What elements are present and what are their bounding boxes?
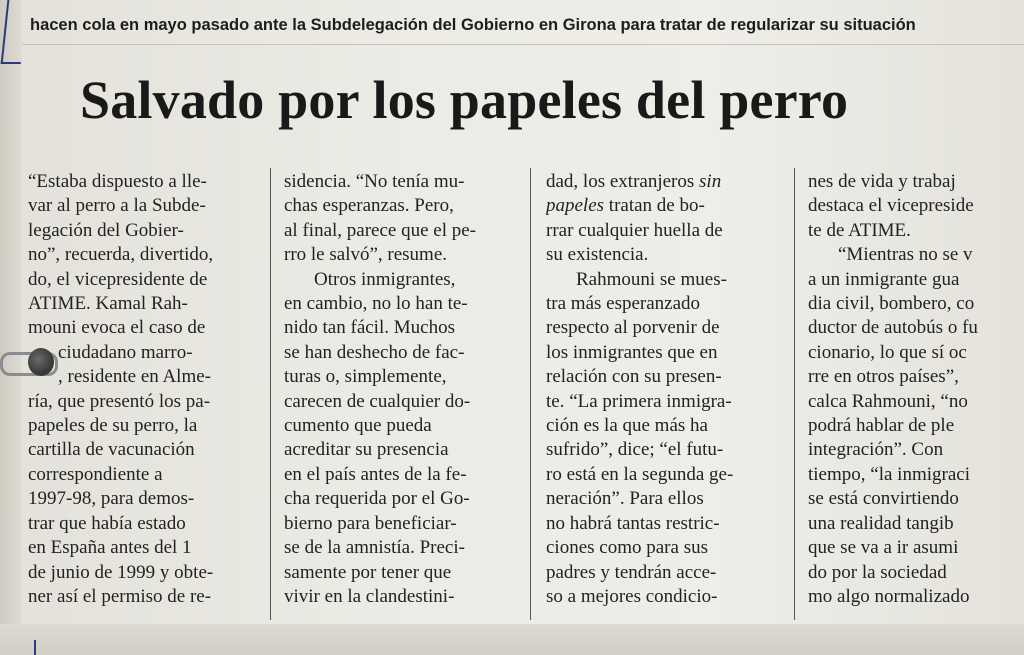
text-line: nido tan fácil. Muchos <box>284 317 455 339</box>
text-line: dad, los extranjeros sin <box>546 171 722 192</box>
text-line: ciones como para sus <box>546 537 708 559</box>
pen-mark-bottom <box>34 640 42 655</box>
column-rule <box>794 168 795 620</box>
text-line: var al perro a la Subde- <box>28 195 206 217</box>
italic-term: papeles <box>546 195 605 217</box>
article-column-4 <box>808 170 1024 620</box>
text-line: legación del Gobier- <box>28 219 184 241</box>
text-line: so a mejores condicio- <box>546 585 718 607</box>
column-rule <box>530 168 531 620</box>
text-line: cumento que pueda <box>284 415 432 437</box>
text-line: acreditar su presencia <box>284 439 449 461</box>
text-line: Rahmouni se mues- <box>576 268 727 290</box>
text-line: relación con su presen- <box>546 366 722 388</box>
text-line: trar que había estado <box>28 512 186 534</box>
text-line: “Mientras no se v <box>838 244 973 266</box>
text-line: ATIME. Kamal Rah- <box>28 293 188 315</box>
text-line: ro está en la segunda ge- <box>546 463 734 485</box>
text-line: “Estaba dispuesto a lle- <box>28 171 207 192</box>
column-rule <box>270 168 271 620</box>
text-line: , residente en Alme- <box>58 366 212 388</box>
text-line: sufrido”, dice; “el futu- <box>546 439 724 461</box>
text-line: vivir en la clandestini- <box>284 585 455 607</box>
photo-caption: hacen cola en mayo pasado ante la Subdelegación del Gobierno en Girona para tratar de regularizar su situación <box>30 16 916 34</box>
caption-divider <box>22 44 1024 45</box>
text-line: papeles tratan de bo- <box>546 195 705 217</box>
article-column-1 <box>28 170 260 620</box>
text-line: calca Rahmouni, “no <box>808 390 968 412</box>
text-line: en cambio, no lo han te- <box>284 293 468 315</box>
text-line: dia civil, bombero, co <box>808 293 975 315</box>
text-line: tiempo, “la inmigraci <box>808 463 970 485</box>
text-line: que se va a ir asumi <box>808 537 959 559</box>
text-line: 1997-98, para demos- <box>28 488 195 510</box>
text-line: en el país antes de la fe- <box>284 463 467 485</box>
text-line: destaca el vicepreside <box>808 195 974 217</box>
text-line: no habrá tantas restric- <box>546 512 720 534</box>
text-line: se de la amnistía. Preci- <box>284 537 465 559</box>
text-line: ductor de autobús o fu <box>808 317 978 339</box>
text-line: ciudadano marro- <box>58 341 193 363</box>
text-line: ner así el permiso de re- <box>28 585 212 607</box>
text-line: te. “La primera inmigra- <box>546 390 732 412</box>
text-line: mouni evoca el caso de <box>28 317 206 339</box>
text-line: ría, que presentó los pa- <box>28 390 211 412</box>
text-line: chas esperanzas. Pero, <box>284 195 454 217</box>
article-column-2 <box>284 170 520 620</box>
text-line: una realidad tangib <box>808 512 954 534</box>
text-line: los inmigrantes que en <box>546 341 718 363</box>
text-line: cha requerida por el Go- <box>284 488 470 510</box>
text-line: bierno para beneficiar- <box>284 512 457 534</box>
text-line: rrar cualquier huella de <box>546 219 723 241</box>
page-bottom-edge <box>0 624 1024 655</box>
text-line: al final, parece que el pe- <box>284 219 476 241</box>
text-line: carecen de cualquier do- <box>284 390 471 412</box>
text-line: en España antes del 1 <box>28 537 192 559</box>
text-line: te de ATIME. <box>808 219 911 241</box>
text-line: se está convirtiendo <box>808 488 959 510</box>
text-line: de junio de 1999 y obte- <box>28 561 214 583</box>
text-line: no”, recuerda, divertido, <box>28 244 214 266</box>
text-line: nes de vida y trabaj <box>808 171 956 192</box>
text-line: turas o, simplemente, <box>284 366 447 388</box>
text-line: do por la sociedad <box>808 561 947 583</box>
text-line: respecto al porvenir de <box>546 317 720 339</box>
text-line: neración”. Para ellos <box>546 488 704 510</box>
text-line: su existencia. <box>546 244 649 266</box>
text-line: sidencia. “No tenía mu- <box>284 171 465 192</box>
article-column-3 <box>546 170 782 620</box>
text-line: se han deshecho de fac- <box>284 341 465 363</box>
text-line: padres y tendrán acce- <box>546 561 717 583</box>
italic-term: sin <box>699 171 722 192</box>
text-line: rre en otros países”, <box>808 366 959 388</box>
binder-edge <box>0 0 22 655</box>
text-line: do, el vicepresidente de <box>28 268 208 290</box>
text-line: samente por tener que <box>284 561 452 583</box>
punch-hole <box>28 348 54 376</box>
text-line: rro le salvó”, resume. <box>284 244 448 266</box>
text-line: a un inmigrante gua <box>808 268 960 290</box>
article-headline: Salvado por los papeles del perro <box>80 70 849 130</box>
text-line: mo algo normalizado <box>808 585 970 607</box>
text-line: papeles de su perro, la <box>28 415 198 437</box>
text-line: correspondiente a <box>28 463 163 485</box>
text-line: Otros inmigrantes, <box>314 268 456 290</box>
text-line: integración”. Con <box>808 439 944 461</box>
text-line: podrá hablar de ple <box>808 415 955 437</box>
text-line: cartilla de vacunación <box>28 439 195 461</box>
text-line: ción es la que más ha <box>546 415 708 437</box>
text-line: tra más esperanzado <box>546 293 701 315</box>
text-line: cionario, lo que sí oc <box>808 341 967 363</box>
paper-clip <box>0 348 58 376</box>
